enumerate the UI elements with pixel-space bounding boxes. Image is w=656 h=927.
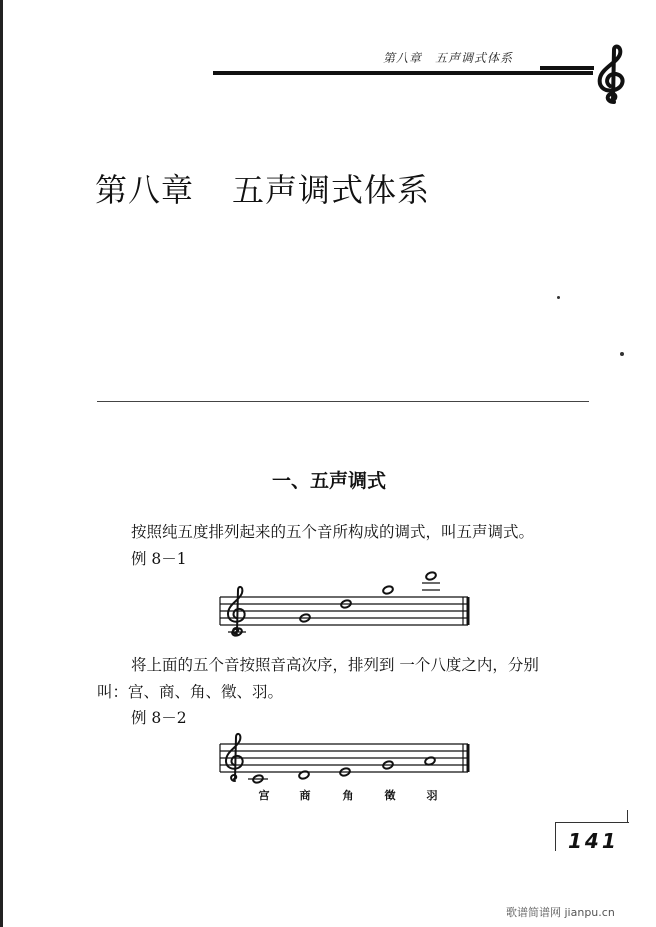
example-label-1: 例 8－1	[131, 550, 187, 568]
note	[382, 585, 394, 595]
chapter-label: 第八章	[95, 171, 195, 209]
note-label-zhi: 徵	[384, 789, 396, 802]
running-header: 第八章 五声调式体系	[383, 51, 514, 65]
note	[425, 571, 437, 581]
note-label-jue: 角	[342, 789, 354, 802]
header-rule-accent	[540, 66, 594, 70]
music-staff-example-1	[218, 570, 472, 642]
music-staff-example-2	[218, 732, 472, 784]
section-divider	[97, 401, 589, 402]
treble-clef-icon	[592, 44, 634, 104]
page-left-edge	[0, 0, 3, 927]
chapter-title	[95, 165, 430, 211]
page-number: 141	[568, 829, 619, 853]
header-rule	[213, 71, 593, 75]
note-label-shang: 商	[299, 789, 311, 802]
example-label-2: 例 8－2	[131, 709, 187, 727]
note-label-gong: 宫	[258, 789, 270, 802]
note-label-yu: 羽	[426, 789, 438, 802]
chapter-name: 五声调式体系	[232, 171, 431, 209]
section-heading: 一、五声调式	[272, 470, 387, 492]
watermark: 歌谱简谱网 jianpu.cn	[506, 906, 615, 919]
paragraph-2-line-2: 叫：宫、商、角、徵、羽。	[97, 683, 284, 701]
paragraph-2-line-1: 将上面的五个音按照音高次序，排列到 一个八度之内，分别	[131, 656, 539, 674]
scan-speck	[557, 296, 560, 299]
scan-speck	[620, 352, 624, 356]
paragraph-1: 按照纯五度排列起来的五个音所构成的调式，叫五声调式。	[131, 523, 535, 541]
